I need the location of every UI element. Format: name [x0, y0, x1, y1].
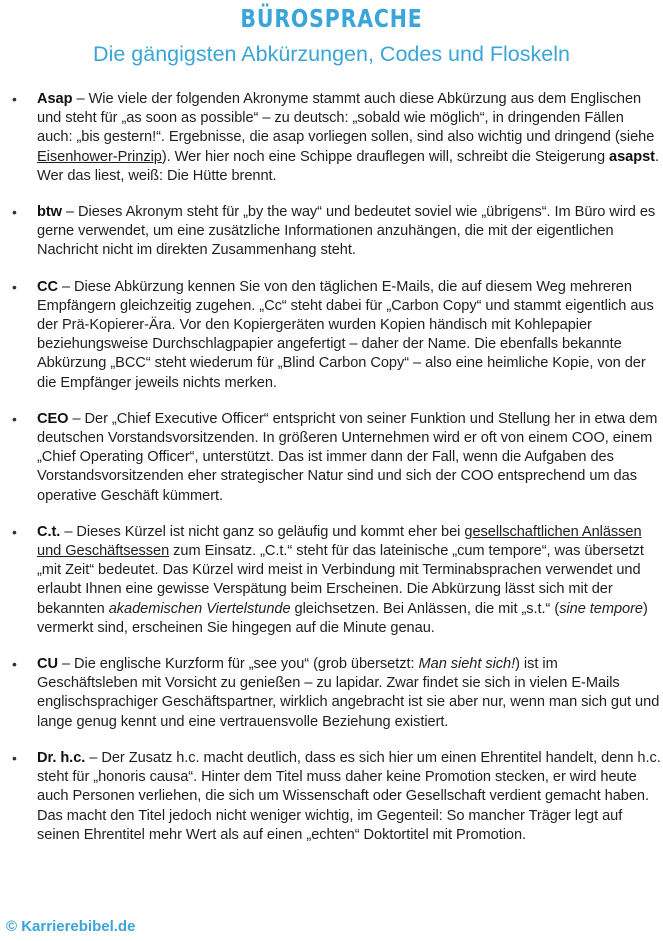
page-subtitle: Die gängigsten Abkürzungen, Codes und Floskeln — [93, 42, 570, 66]
entry-text: – Dieses Kürzel ist nicht ganz so geläufig und kommt eher bei — [60, 523, 465, 540]
entry-text: – Diese Abkürzung kennen Sie von den täglichen E-Mails, die auf diesem Weg mehreren Empfängern gleichzeitig zugehen. „Cc“ steht dabei für „Carbon Copy“ und stammt eigentlich aus der Prä-Kopierer-Ära. Vor den Kopiergeräten wurden Kopien händisch mit Kohlepapier beziehungsweise Durchschlagpapier angefertigt – daher der Name. Die ebenfalls bekannte Abkürzung „BCC“ steht wiederum für „Blind Carbon Copy“ – also eine heimliche Kopie, von der die Empfänger jeweils nichts merken. — [37, 278, 654, 391]
entry-text: ) vermerkt sind, erscheinen Sie hingegen auf die Minute genau. — [37, 600, 648, 636]
entry-ct — [12, 523, 662, 638]
entry-text: – Dieses Akronym steht für „by the way“ und bedeutet soviel wie „übrigens“. Im Büro wird es gerne verwendet, um eine zusätzliche Informationen anzuhängen, die mit der eigentlichen Nachricht nicht im direkten Zusammenhang steht. — [37, 204, 656, 259]
entry-term: CU — [37, 656, 58, 673]
entry-term: CEO — [37, 410, 69, 427]
entry-italic: sine tempore — [559, 600, 643, 617]
footer-copyright[interactable]: © Karrierebibel.de — [6, 918, 136, 935]
entry-term: btw — [37, 204, 62, 221]
entry-text: ) ist im Geschäftsleben mit Vorsicht zu genießen – zu lapidar. Zwar findet sie sich in vielen E-Mails englischsprachiger Geschäftspartner, wirklich angebracht ist sie aber nur, wenn man sich gut und lange genug kennt und eine vertrauensvolle Beziehung existiert. — [37, 656, 660, 730]
entry-italic: akademischen Viertelstunde — [108, 600, 291, 617]
entry-cc — [12, 278, 662, 393]
entry-dr-hc — [12, 749, 662, 845]
entry-term: Asap — [37, 91, 73, 107]
bullet-icon: • — [12, 656, 17, 673]
entry-text: – Der Zusatz h.c. macht deutlich, dass es sich hier um einen Ehrentitel handelt, denn h.c. steht für „honoris causa“. Hinter dem Titel muss daher keine Promotion stecken, er wird heute auch Personen verliehen, die sich um Wissenschaft oder Gesellschaft verdient gemacht haben. Das macht den Titel jedoch nicht weniger wichtig, im Gegenteil: So mancher Träger legt auf seinen Ehrentitel mehr Wert als auf einen „echten“ Doktortitel mit Promotion. — [37, 749, 661, 843]
entry-asap — [12, 90, 662, 186]
entry-emphasis: asapst — [609, 148, 655, 165]
entry-btw — [12, 203, 662, 261]
bullet-icon: • — [12, 523, 17, 540]
entry-text: gleichsetzen. Bei Anlässen, die mit „s.t.“ ( — [290, 600, 560, 617]
page-title: BÜROSPRACHE — [240, 4, 423, 33]
entry-cu — [12, 655, 662, 732]
entry-term: CC — [37, 278, 58, 295]
bullet-icon: • — [12, 204, 17, 221]
entry-text: zum Einsatz. „C.t.“ steht für das lateinische „cum tempore“, was übersetzt „mit Zeit“ bedeutet. Das Kürzel wird meist in Verbindung mit Terminabsprachen verwendet und erlaubt Ihnen eine gewisse Verspätung beim Erscheinen. Die Abkürzung lässt sich mit der bekannten — [37, 543, 644, 617]
link-eisenhower-prinzip[interactable]: Eisenhower-Prinzip — [37, 148, 162, 165]
entry-text: – Der „Chief Executive Officer“ entspricht von seiner Funktion und Stellung her in etwa dem deutschen Vorstandsvorsitzenden. In größeren Unternehmen wird er oft von einem COO, einem „Chief Operating Officer“, unterstützt. Das ist immer dann der Fall, wenn die Aufgaben des Vorstandsvorsitzenden eher strategischer Natur sind und sich der COO entsprechend um das operative Geschäft kümmert. — [37, 410, 658, 504]
bullet-icon: • — [12, 91, 17, 107]
bullet-icon: • — [12, 410, 17, 427]
entry-term: C.t. — [37, 523, 61, 540]
bullet-icon: • — [12, 749, 17, 766]
entry-list — [12, 90, 662, 862]
entry-text: – Wie viele der folgenden Akronyme stammt auch diese Abkürzung aus dem Englischen und steht für „as soon as possible“ – zu deutsch: „sobald wie möglich“, in dringenden Fällen auch: „bis gestern!“. Ergebnisse, die asap vorliegen sollen, sind also wichtig und dringend (siehe — [37, 91, 655, 146]
bullet-icon: • — [12, 278, 17, 295]
entry-text: ). Wer hier noch eine Schippe drauflegen will, schreibt die Steigerung — [161, 148, 610, 165]
entry-italic: Man sieht sich! — [418, 656, 516, 673]
entry-text: . Wer das liest, weiß: Die Hütte brennt. — [37, 148, 660, 184]
link-gesellschaftliche-anlaesse[interactable]: gesellschaftlichen Anlässen und Geschäftsessen — [37, 523, 642, 560]
entry-text: – Die englische Kurzform für „see you“ (grob übersetzt: — [57, 656, 419, 673]
entry-term: Dr. h.c. — [37, 749, 86, 766]
entry-ceo — [12, 410, 662, 506]
